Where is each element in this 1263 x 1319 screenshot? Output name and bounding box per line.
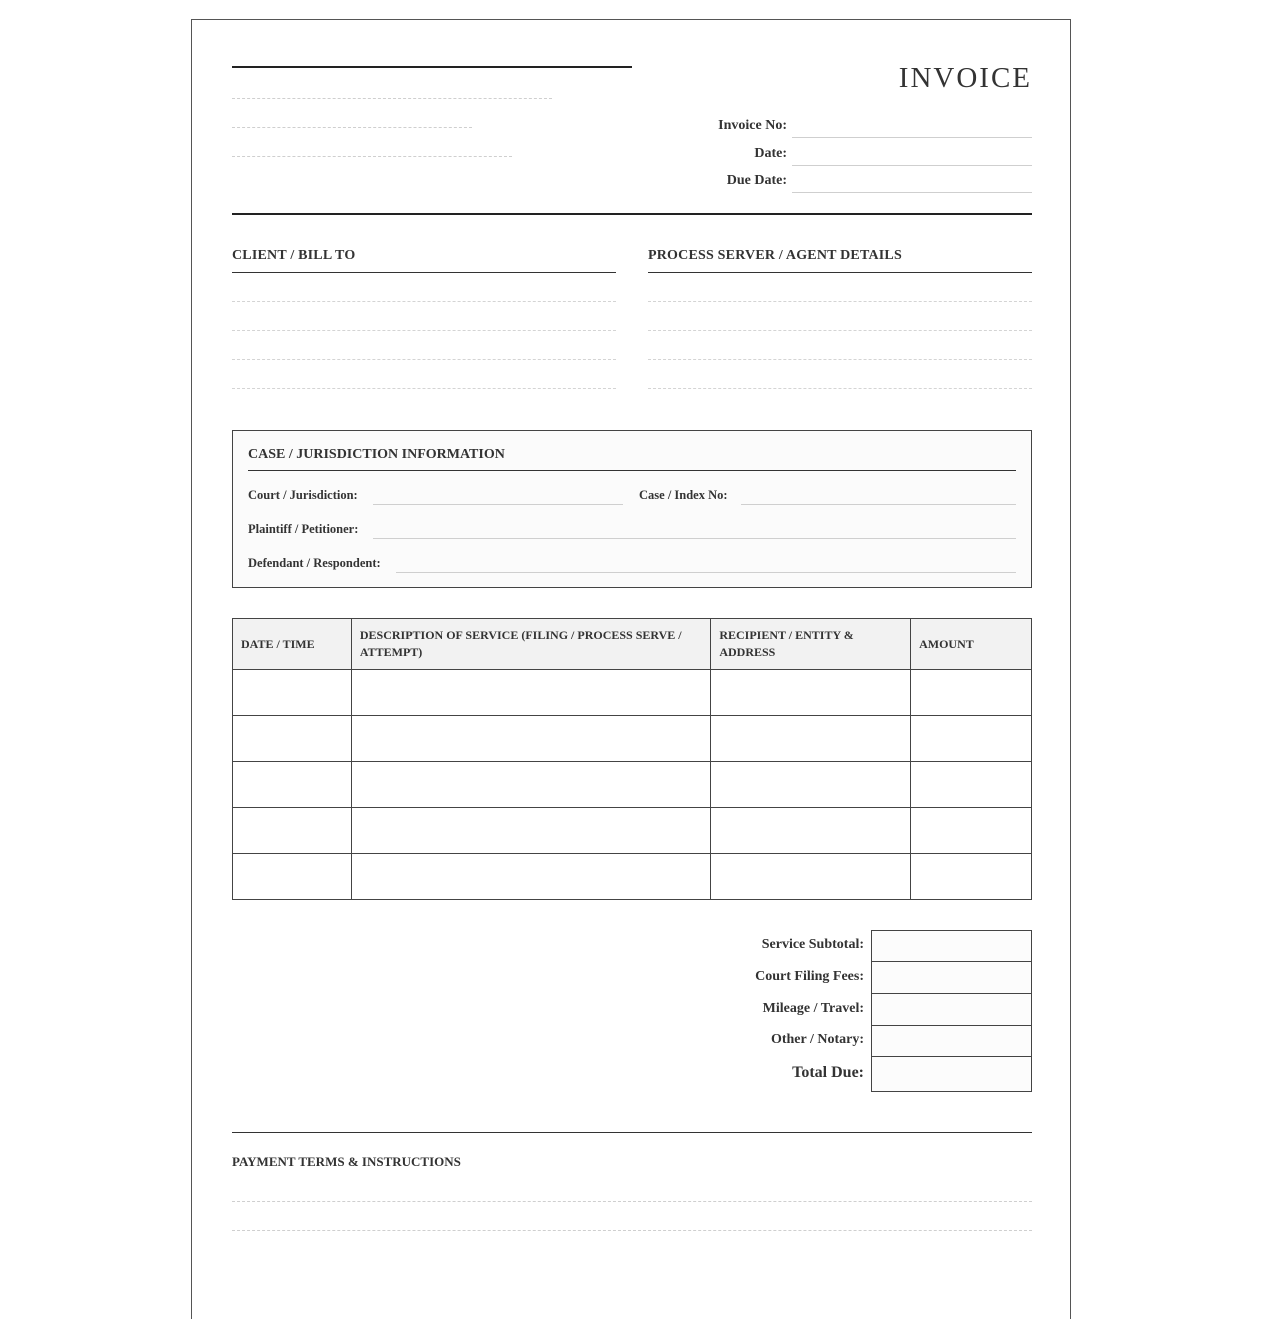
company-address-line-1[interactable] xyxy=(232,98,552,99)
plaintiff-label: Plaintiff / Petitioner: xyxy=(248,522,359,536)
cell-recipient[interactable] xyxy=(711,854,911,900)
total-due-field[interactable] xyxy=(871,1056,1032,1092)
other-notary-label: Other / Notary: xyxy=(770,1032,864,1047)
col-header-recipient: RECIPIENT / ENTITY & ADDRESS xyxy=(711,619,911,670)
table-header-row xyxy=(233,619,1032,670)
company-contact-line[interactable] xyxy=(232,156,512,157)
mileage-field[interactable] xyxy=(871,993,1032,1026)
col-header-amount: AMOUNT xyxy=(911,619,1032,670)
other-notary-field[interactable] xyxy=(871,1025,1032,1057)
date-label: Date: xyxy=(754,146,787,161)
cell-description[interactable] xyxy=(351,854,710,900)
cell-description[interactable] xyxy=(351,762,710,808)
defendant-label: Defendant / Respondent: xyxy=(248,556,381,570)
court-field[interactable] xyxy=(373,504,623,505)
invoice-no-row xyxy=(692,116,1032,138)
filing-fees-label: Court Filing Fees: xyxy=(755,969,864,984)
invoice-page xyxy=(191,19,1071,1319)
due-date-field[interactable] xyxy=(792,192,1032,193)
client-line[interactable] xyxy=(232,360,616,389)
invoice-title: INVOICE xyxy=(898,62,1032,94)
case-no-label: Case / Index No: xyxy=(639,488,728,502)
cell-description[interactable] xyxy=(351,716,710,762)
cell-description[interactable] xyxy=(351,808,710,854)
client-line[interactable] xyxy=(232,331,616,360)
invoice-no-field[interactable] xyxy=(792,137,1032,138)
court-label: Court / Jurisdiction: xyxy=(248,488,358,502)
cell-amount[interactable] xyxy=(911,670,1032,716)
agent-line[interactable] xyxy=(648,302,1032,331)
client-line[interactable] xyxy=(232,302,616,331)
agent-section xyxy=(648,248,1032,389)
header-divider xyxy=(232,213,1032,215)
agent-title: PROCESS SERVER / AGENT DETAILS xyxy=(648,248,1032,273)
agent-line[interactable] xyxy=(648,273,1032,302)
payment-line-2[interactable] xyxy=(232,1230,1032,1231)
cell-amount[interactable] xyxy=(911,808,1032,854)
cell-recipient[interactable] xyxy=(711,716,911,762)
defendant-field[interactable] xyxy=(396,572,1016,573)
table-row xyxy=(233,762,1032,808)
case-title: CASE / JURISDICTION INFORMATION xyxy=(248,447,1016,471)
case-no-field[interactable] xyxy=(741,504,1016,505)
cell-recipient[interactable] xyxy=(711,762,911,808)
client-section xyxy=(232,248,616,389)
cell-recipient[interactable] xyxy=(711,670,911,716)
col-header-description: DESCRIPTION OF SERVICE (FILING / PROCESS SERVE / ATTEMPT) xyxy=(351,619,710,670)
col-header-date: DATE / TIME xyxy=(233,619,352,670)
cell-recipient[interactable] xyxy=(711,808,911,854)
due-date-row xyxy=(692,171,1032,193)
cell-date[interactable] xyxy=(233,808,352,854)
filing-fees-field[interactable] xyxy=(871,961,1032,994)
subtotal-label: Service Subtotal: xyxy=(761,937,864,952)
cell-date[interactable] xyxy=(233,670,352,716)
payment-divider xyxy=(232,1132,1032,1133)
case-info-box xyxy=(232,430,1032,588)
cell-date[interactable] xyxy=(233,762,352,808)
due-date-label: Due Date: xyxy=(726,173,787,188)
table-row xyxy=(233,716,1032,762)
client-title: CLIENT / BILL TO xyxy=(232,248,616,273)
cell-date[interactable] xyxy=(233,854,352,900)
table-row xyxy=(233,670,1032,716)
cell-amount[interactable] xyxy=(911,762,1032,808)
invoice-no-label: Invoice No: xyxy=(718,118,787,133)
date-field[interactable] xyxy=(792,165,1032,166)
agent-line[interactable] xyxy=(648,331,1032,360)
client-line[interactable] xyxy=(232,273,616,302)
cell-date[interactable] xyxy=(233,716,352,762)
plaintiff-field[interactable] xyxy=(373,538,1016,539)
cell-amount[interactable] xyxy=(911,854,1032,900)
agent-line[interactable] xyxy=(648,360,1032,389)
table-row xyxy=(233,854,1032,900)
total-due-label: Total Due: xyxy=(792,1064,864,1081)
services-table xyxy=(232,618,1032,900)
mileage-label: Mileage / Travel: xyxy=(762,1001,864,1016)
cell-amount[interactable] xyxy=(911,716,1032,762)
company-name-line[interactable] xyxy=(232,66,632,68)
table-row xyxy=(233,808,1032,854)
company-address-line-2[interactable] xyxy=(232,127,472,128)
date-row xyxy=(692,144,1032,166)
payment-line-1[interactable] xyxy=(232,1201,1032,1202)
payment-title: PAYMENT TERMS & INSTRUCTIONS xyxy=(232,1154,461,1169)
cell-description[interactable] xyxy=(351,670,710,716)
subtotal-field[interactable] xyxy=(871,930,1032,962)
